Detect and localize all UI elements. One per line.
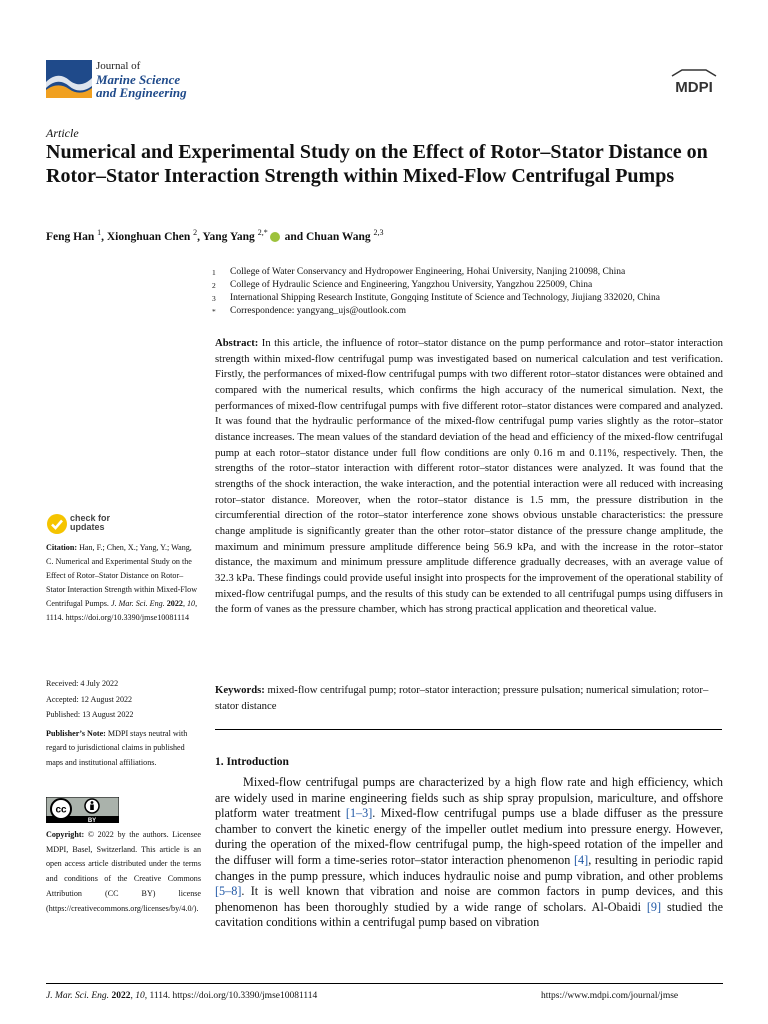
publisher-note-text: MDPI stays neutral with regard to jurisdictional claims in published maps and institutional affiliations.	[46, 729, 188, 767]
affiliation-mark: *	[212, 307, 216, 316]
intro-text-segment: studied the cavitation conditions within a centrifugal pump based on vibration	[215, 899, 723, 930]
section-divider	[215, 729, 722, 730]
footer-journal-url[interactable]: https://www.mdpi.com/journal/jmse	[541, 991, 679, 1001]
footer-volume: 10	[135, 991, 145, 1001]
author-affiliation-mark: 1	[97, 228, 102, 237]
abstract	[215, 336, 723, 618]
citation-year: 2022	[166, 599, 183, 608]
affiliations	[212, 266, 732, 318]
affiliation-text: International Shipping Research Institute, Gongqing Institute of Science and Technology, Jiujiang 332020, China	[230, 293, 660, 303]
copyright-notice	[46, 828, 201, 916]
keywords	[215, 683, 723, 714]
introduction-paragraph	[215, 775, 723, 931]
footer-journal: J. Mar. Sci. Eng.	[46, 991, 110, 1001]
accepted-date: Accepted: 12 August 2022	[46, 694, 133, 704]
affiliation-text: College of Water Conservancy and Hydropower Engineering, Hohai University, Nanjing 210098, China	[230, 267, 626, 277]
check-updates-line1: check for	[70, 513, 111, 523]
author-list	[46, 228, 384, 243]
citation-journal: J. Mar. Sci. Eng.	[110, 599, 165, 608]
section-heading-introduction: 1. Introduction	[215, 756, 289, 768]
footer-doi[interactable]: , 1114. https://doi.org/10.3390/jmse10081114	[144, 991, 318, 1001]
affiliation-text: College of Hydraulic Science and Engineering, Yangzhou University, Yangzhou 225009, China	[230, 280, 593, 290]
intro-text-segment: , resulting in periodic rapid changes in the pump pressure, which induces hydraulic noise and pump vibration, and other problems	[215, 852, 723, 883]
journal-line2: and Engineering	[96, 85, 187, 100]
intro-text-segment: . It is well known that vibration and noise are common factors in pump devices, and this phenomenon has been thoroughly studied by a wide range of scholars. Al-Obaidi	[215, 884, 723, 914]
publisher-note-label: Publisher’s Note:	[46, 729, 106, 738]
cc-icon: cc	[55, 804, 67, 816]
author-and: and	[281, 230, 306, 243]
affiliation-item	[212, 266, 732, 279]
author-name: Feng Han	[46, 230, 95, 243]
cc-by-label: BY	[87, 818, 97, 823]
footer-citation: J. Mar. Sci. Eng. 2022, 10, 1114. https://doi.org/10.3390/jmse10081114	[46, 991, 318, 1001]
affiliation-item	[212, 292, 732, 305]
check-for-updates-button[interactable]	[46, 513, 126, 539]
footer-divider	[46, 983, 723, 984]
journal-name	[96, 60, 187, 99]
check-updates-line2: updates	[70, 522, 105, 532]
mdpi-logo-text: MDPI	[675, 79, 713, 96]
author-name: Xionghuan Chen	[106, 230, 191, 243]
author-separator: ,	[197, 230, 203, 243]
author-affiliation-mark: 2,3	[373, 228, 384, 237]
intro-text-segment: Mixed-flow centrifugal pumps are characterized by a high flow rate and high efficiency, which are widely used in marine engineering fields such as ship spray propulsion, mariculture, and offshore platform water treatment	[215, 775, 723, 821]
published-date: Published: 13 August 2022	[46, 710, 134, 719]
keywords-label: Keywords:	[215, 684, 265, 696]
reference-link[interactable]: [4]	[573, 852, 589, 867]
check-updates-label	[70, 514, 110, 532]
reference-link[interactable]: [9]	[646, 899, 662, 914]
reference-link[interactable]: [5–8]	[215, 884, 242, 899]
abstract-label: Abstract:	[215, 337, 259, 349]
correspondence-text[interactable]: Correspondence: yangyang_ujs@outlook.com	[230, 306, 407, 316]
abstract-text: In this article, the influence of rotor–stator distance on the pump performance and rotor–stator interaction strength within mixed-flow centrifugal pump was investigated based on numerical calculation and test verification. Firstly, the performances of mixed-flow centrifugal pumps with two different rotor–stator distances were obtained and compared with the numerical results, which confirms the high accuracy of the numerical simulation. Next, the performances of mixed-flow centrifugal pumps with five different rotor–stator distances were compared and analyzed. It was found that the hydraulic performance of the mixed-flow centrifugal pump varies slightly as the rotor–stator distance increases. The mean values of the standard deviation of the head and efficiency of the mixed-flow centrifugal pump at each rotor–stator distance under full flow conditions are only 0.16 m and 0.11%, respectively. Then, the strengths of the rotor–stator interaction with different rotor–stator distances were analyzed. It was found that the strengths of the shock interaction, the wake interaction, and the potential interaction were all reduced with increasing rotor–stator distance. Moreover, when the rotor–stator distance is 1.5 mm, the pressure distribution in the circumferential direction of the rotor–stator interference zone shows obvious unstable characteristics: the pressure change amplitude is significantly greater than the other rotor–stator distance of the pressure change amplitude, the maximum and minimum pressure amplitude difference being 56.9 kPa, and with the increase in the rotor–stator distance, the maximum and minimum pressure amplitude difference gradually decreases, with an average value of 32.3 kPa. These findings could provide useful insight into prospects for the improvement of the operational stability of mixed-flow centrifugal pumps, and the results of this study can be extended to all centrifugal pumps using diffusers in the form of vanes as the pressure chamber, which has strong practical application and theoretical value.	[215, 337, 724, 616]
footer-year: 2022	[111, 991, 131, 1001]
mdpi-logo	[668, 68, 720, 98]
author-affiliation-mark: 2	[193, 228, 198, 237]
copyright-label: Copyright:	[46, 830, 85, 839]
citation-block: Citation: Han, F.; Chen, X.; Yang, Y.; Wang, C. Numerical and Experimental Study on the Effect of Rotor–Stator Distance on Rotor–Stator Interaction Strength within Mixed-Flow Centrifugal Pumps. J. Mar. Sci. Eng. 2022, 10, 1114. https://doi.org/10.3390/jmse10081114	[46, 543, 198, 622]
journal-wave-logo	[46, 60, 92, 98]
affiliation-mark: 2	[212, 281, 216, 290]
citation-pages-doi[interactable]: , 1114. https://doi.org/10.3390/jmse10081114	[46, 599, 198, 622]
received-date: Received: 4 July 2022	[46, 679, 119, 688]
article-dates	[46, 676, 201, 723]
copyright-text: © 2022 by the authors. Licensee MDPI, Basel, Switzerland. This article is an open access article distributed under the terms and conditions of the Creative Commons Attribution (CC BY) license (https://creativecommons.org/licenses/by/4.0/).	[46, 830, 201, 913]
journal-line1: Marine Science	[96, 72, 181, 87]
affiliation-item	[212, 279, 732, 292]
author-name: Yang Yang	[202, 230, 255, 243]
citation-volume: 10	[186, 599, 196, 608]
publisher-note	[46, 727, 201, 770]
reference-link[interactable]: [1–3]	[345, 806, 373, 821]
author-affiliation-mark: 2,*	[257, 228, 268, 237]
check-updates-icon	[46, 513, 68, 535]
citation-authors: Han, F.; Chen, X.; Yang, Y.; Wang, C. Numerical and Experimental Study on the Effect of Rotor–Stator Distance on Rotor–Stator Interaction Strength within Mixed-Flow Centrifugal Pumps.	[46, 543, 198, 608]
article-type: Article	[46, 126, 79, 140]
affiliation-item	[212, 305, 732, 318]
journal-of: Journal of	[96, 60, 141, 72]
affiliation-mark: 3	[212, 294, 216, 303]
intro-text-segment: . Mixed-flow centrifugal pumps use a blade diffuser as the pressure chamber to convert the kinetic energy of the impeller outlet medium into pressure energy. However, during the operation of the mixed-flow centrifugal pump, the high-speed rotation of the impeller and the diffuser will form a time-series rotor–stator interaction phenomenon	[215, 806, 723, 867]
author-separator: ,	[101, 230, 107, 243]
orcid-icon[interactable]	[270, 232, 280, 242]
author-name: Chuan Wang	[305, 230, 371, 243]
paper-title: Numerical and Experimental Study on the Effect of Rotor–Stator Distance on Rotor–Stator Interaction Strength within Mixed-Flow Centrifugal Pumps	[46, 141, 708, 187]
keywords-text: mixed-flow centrifugal pump; rotor–stator interaction; pressure pulsation; numerical simulation; rotor–stator distance	[215, 684, 709, 712]
cc-by-license-badge[interactable]	[46, 797, 119, 823]
affiliation-mark: 1	[212, 268, 216, 277]
citation-label: Citation:	[46, 543, 78, 552]
